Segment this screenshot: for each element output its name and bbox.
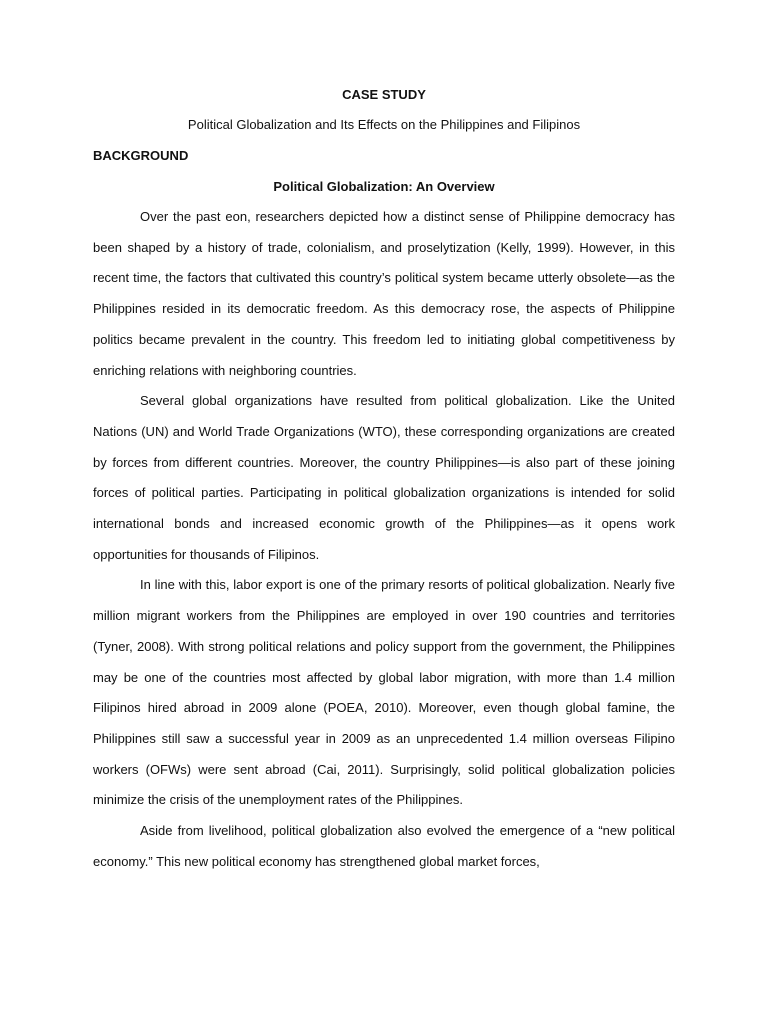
paragraph: Over the past eon, researchers depicted how a distinct sense of Philippine democracy has been shaped by a history of trade, colonialism, and proselytization (Kelly, 1999). However, in this recent time, the factors that cultivated this country’s political system became utterly obsolete—as the Philippines resided in its democratic freedom. As this democracy rose, the aspects of Philippine politics became prevalent in the country. This freedom led to initiating global competitiveness by enriching relations with neighboring countries.	[93, 209, 675, 378]
document-body	[93, 202, 675, 877]
paragraph: Several global organizations have resulted from political globalization. Like the United Nations (UN) and World Trade Organizations (WTO), these corresponding organizations are created by forces from different countries. Moreover, the country Philippines—is also part of these joining forces of political parties. Participating in political globalization organizations is intended for solid international bonds and increased economic growth of the Philippines—as it opens work opportunities for thousands of Filipinos.	[93, 393, 675, 562]
sub-heading-overview: Political Globalization: An Overview	[273, 179, 495, 194]
paragraph: In line with this, labor export is one of the primary resorts of political globalization. Nearly five million migrant workers from the Philippines are employed in over 190 countries and territories (Tyner, 2008). With strong political relations and policy support from the government, the Philippines may be one of the countries most affected by global labor migration, with more than 1.4 million Filipinos hired abroad in 2009 alone (POEA, 2010). Moreover, even though global famine, the Philippines still saw a successful year in 2009 as an unprecedented 1.4 million overseas Filipino workers (OFWs) were sent abroad (Cai, 2011). Surprisingly, solid political globalization policies minimize the crisis of the unemployment rates of the Philippines.	[93, 577, 675, 808]
document-subtitle: Political Globalization and Its Effects on the Philippines and Filipinos	[187, 117, 581, 132]
document-title: CASE STUDY	[342, 87, 426, 102]
section-heading-background: BACKGROUND	[93, 148, 189, 163]
paragraph: Aside from livelihood, political globalization also evolved the emergence of a “new political economy.” This new political economy has strengthened global market forces,	[93, 823, 675, 869]
